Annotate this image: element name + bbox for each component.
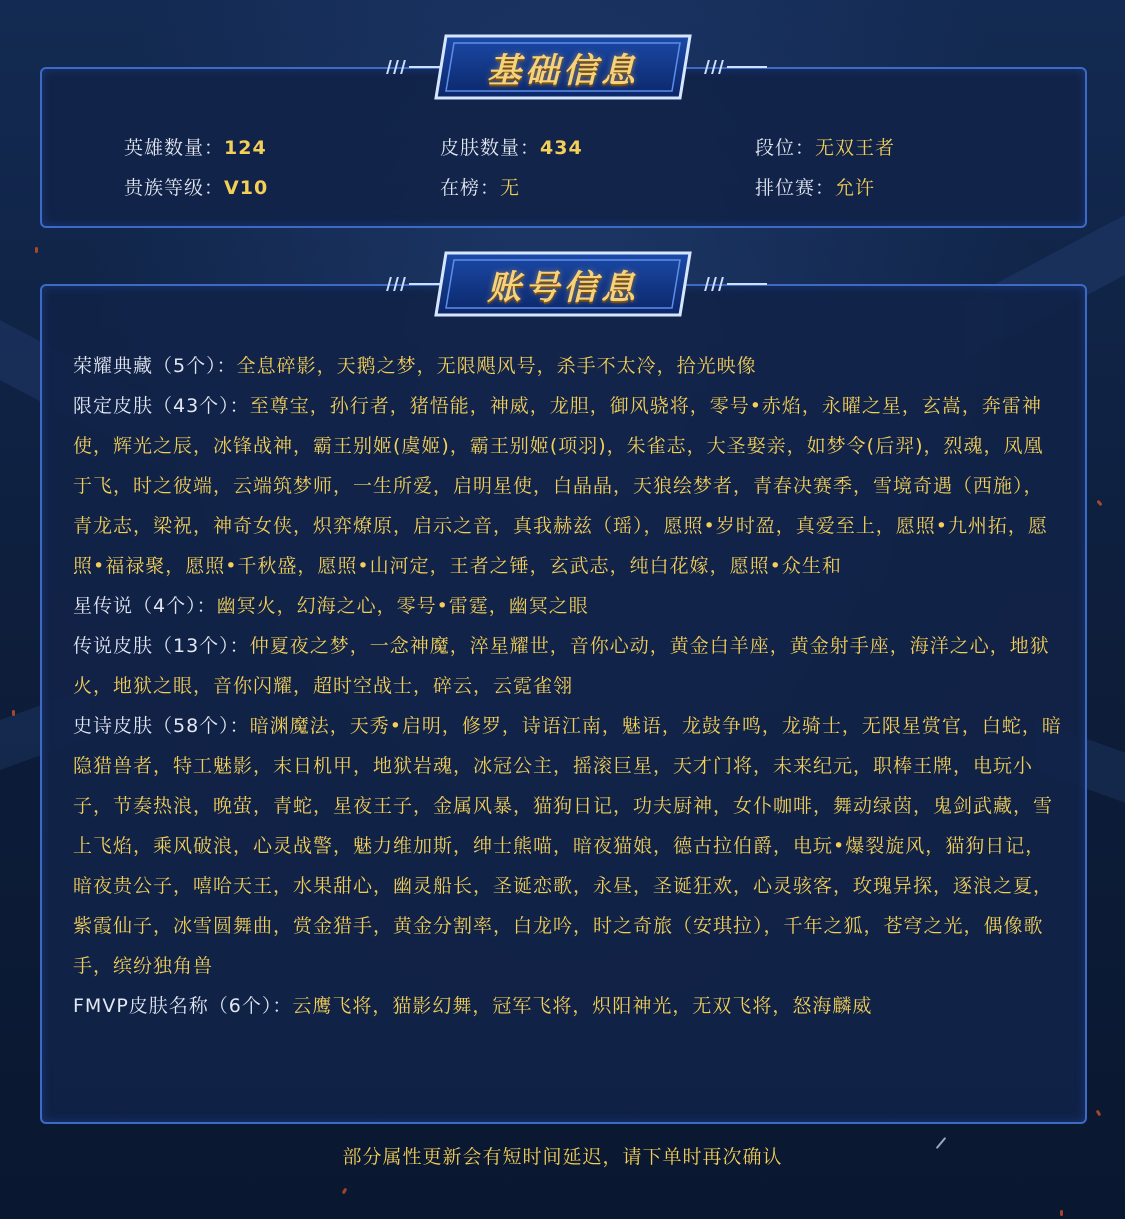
glory-collection-label: 荣耀典藏（5个）：: [73, 355, 237, 377]
skin-count-label: 皮肤数量：: [440, 137, 541, 159]
hero-count-field: [124, 133, 267, 160]
rank-value: 无双王者: [815, 137, 896, 159]
hero-count-value: 124: [224, 137, 267, 159]
hero-count-label: 英雄数量：: [124, 137, 225, 159]
fmvp-skins-value: 云鹰飞将，猫影幻舞，冠军飞将，炽阳神光，无双飞将，怒海麟威: [292, 995, 873, 1017]
account-skin-list: [73, 346, 1063, 1026]
fmvp-skins-row: [73, 986, 1063, 1026]
star-legend-label: 星传说（4个）：: [73, 595, 217, 617]
onlist-label: 在榜：: [440, 177, 501, 199]
basic-info-header: [0, 34, 1125, 104]
rank-label: 段位：: [755, 137, 816, 159]
noble-level-value: V10: [224, 177, 269, 199]
limited-skins-row: [73, 386, 1063, 586]
header-right-decoration: [706, 59, 767, 75]
fmvp-skins-label: FMVP皮肤名称（6个）：: [73, 995, 293, 1017]
star-legend-value: 幽冥火，幻海之心，零号•雷霆，幽冥之眼: [216, 595, 589, 617]
header-right-decoration: [706, 276, 767, 292]
section-title-badge: [432, 34, 694, 100]
basic-info-title: 基础信息: [487, 50, 639, 91]
ranked-match-value: 允许: [835, 177, 876, 199]
ranked-match-label: 排位赛：: [755, 177, 836, 199]
limited-skins-value: 至尊宝，孙行者，猪悟能，神威，龙胆，御风骁将，零号•赤焰，永曜之星，玄嵩，奔雷神使，辉光之辰，冰锋战神，霸王别姬(虞姬)，霸王别姬(项羽)，朱雀志，大圣娶亲，如梦令(后羿)，烈魂，凤凰于飞，时之彼端，云端筑梦师，一生所爱，启明星使，白晶晶，天狼绘梦者，青春决赛季，雪境奇遇（西施），青龙志，梁祝，神奇女侠，炽弈燎原，启示之音，真我赫兹（瑶），愿照•岁时盈，真爱至上，愿照•九州拓，愿照•福禄聚，愿照•千秋盛，愿照•山河定，王者之锤，玄武志，纯白花嫁，愿照•众生和: [73, 395, 1048, 577]
legend-skins-label: 传说皮肤（13个）：: [73, 635, 250, 657]
glory-collection-row: [73, 346, 1063, 386]
legend-skins-row: [73, 626, 1063, 706]
onlist-field: [440, 173, 520, 200]
epic-skins-value: 暗渊魔法，天秀•启明，修罗，诗语江南，魅语，龙鼓争鸣，龙骑士，无限星赏官，白蛇，暗隐猎兽者，特工魅影，末日机甲，地狱岩魂，冰冠公主，摇滚巨星，天才门将，未来纪元，职棒王牌，电玩小子，节奏热浪，晚萤，青蛇，星夜王子，金属风暴，猫狗日记，功夫厨神，女仆咖啡，舞动绿茵，鬼剑武藏，雪上飞焰，乘风破浪，心灵战警，魅力维加斯，绅士熊喵，暗夜猫娘，德古拉伯爵，电玩•爆裂旋风，猫狗日记，暗夜贵公子，嘻哈天王，水果甜心，幽灵船长，圣诞恋歌，永昼，圣诞狂欢，心灵骇客，玫瑰异探，逐浪之夏，紫霞仙子，冰雪圆舞曲，赏金猎手，黄金分割率，白龙吟，时之奇旅（安琪拉），千年之狐，苍穹之光，偶像歌手，缤纷独角兽: [73, 715, 1062, 977]
skin-count-value: 434: [540, 137, 583, 159]
star-legend-row: [73, 586, 1063, 626]
footer-notice: 部分属性更新会有短时间延迟，请下单时再次确认: [342, 1146, 783, 1168]
ember-particle: [1096, 1110, 1102, 1117]
account-info-header: [0, 251, 1125, 321]
limited-skins-label: 限定皮肤（43个）：: [73, 395, 250, 417]
epic-skins-row: [73, 706, 1063, 986]
noble-level-field: [124, 173, 268, 200]
ranked-match-field: [755, 173, 875, 200]
ember-particle: [342, 1188, 348, 1195]
ember-particle: [1060, 1210, 1063, 1216]
section-title-badge: [432, 251, 694, 317]
skin-count-field: [440, 133, 583, 160]
rank-field: [755, 133, 895, 160]
noble-level-label: 贵族等级：: [124, 177, 225, 199]
ember-particle: [12, 710, 15, 716]
ember-particle: [1096, 500, 1102, 507]
glory-collection-value: 全息碎影，天鹅之梦，无限飓风号，杀手不太冷，拾光映像: [236, 355, 757, 377]
epic-skins-label: 史诗皮肤（58个）：: [73, 715, 250, 737]
onlist-value: 无: [500, 177, 521, 199]
legend-skins-value: 仲夏夜之梦，一念神魔，淬星耀世，音你心动，黄金白羊座，黄金射手座，海洋之心，地狱火，地狱之眼，音你闪耀，超时空战士，碎云，云霓雀翎: [73, 635, 1050, 697]
account-info-title: 账号信息: [487, 267, 639, 308]
